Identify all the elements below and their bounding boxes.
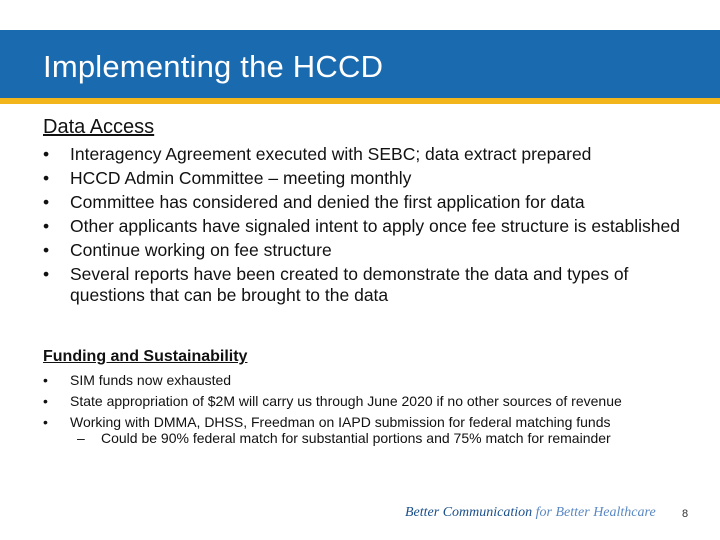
list-item [43,414,683,446]
funding-heading: Funding and Sustainability [43,348,248,365]
data-access-list [43,144,683,309]
page-number: 8 [682,508,689,520]
top-band [0,0,720,30]
list-item: • Several reports have been created to demonstrate the data and types of questions that can be brought to the data [43,264,683,306]
list-item: • Committee has considered and denied the first application for data [43,192,683,213]
list-item: • HCCD Admin Committee – meeting monthly [43,168,683,189]
list-item: • Other applicants have signaled intent to apply once fee structure is established [43,216,683,237]
list-item-text: Working with DMMA, DHSS, Freedman on IAPD submission for federal matching funds [70,414,611,430]
sub-list-item: – Could be 90% federal match for substantial portions and 75% match for remainder [70,430,683,446]
brand-part-1: Better Communication [405,505,533,520]
list-item: • SIM funds now exhausted [43,372,683,388]
funding-list [43,372,683,451]
title-accent-line [0,98,720,104]
list-item: • Continue working on fee structure [43,240,683,261]
list-item: • State appropriation of $2M will carry us through June 2020 if no other sources of revenue [43,393,683,409]
data-access-heading: Data Access [43,116,155,138]
footer-brand [405,505,656,521]
brand-part-2: for Better Healthcare [535,505,656,520]
list-item: • Interagency Agreement executed with SEBC; data extract prepared [43,144,683,165]
sub-list [70,430,683,446]
slide-title: Implementing the HCCD [43,49,384,84]
